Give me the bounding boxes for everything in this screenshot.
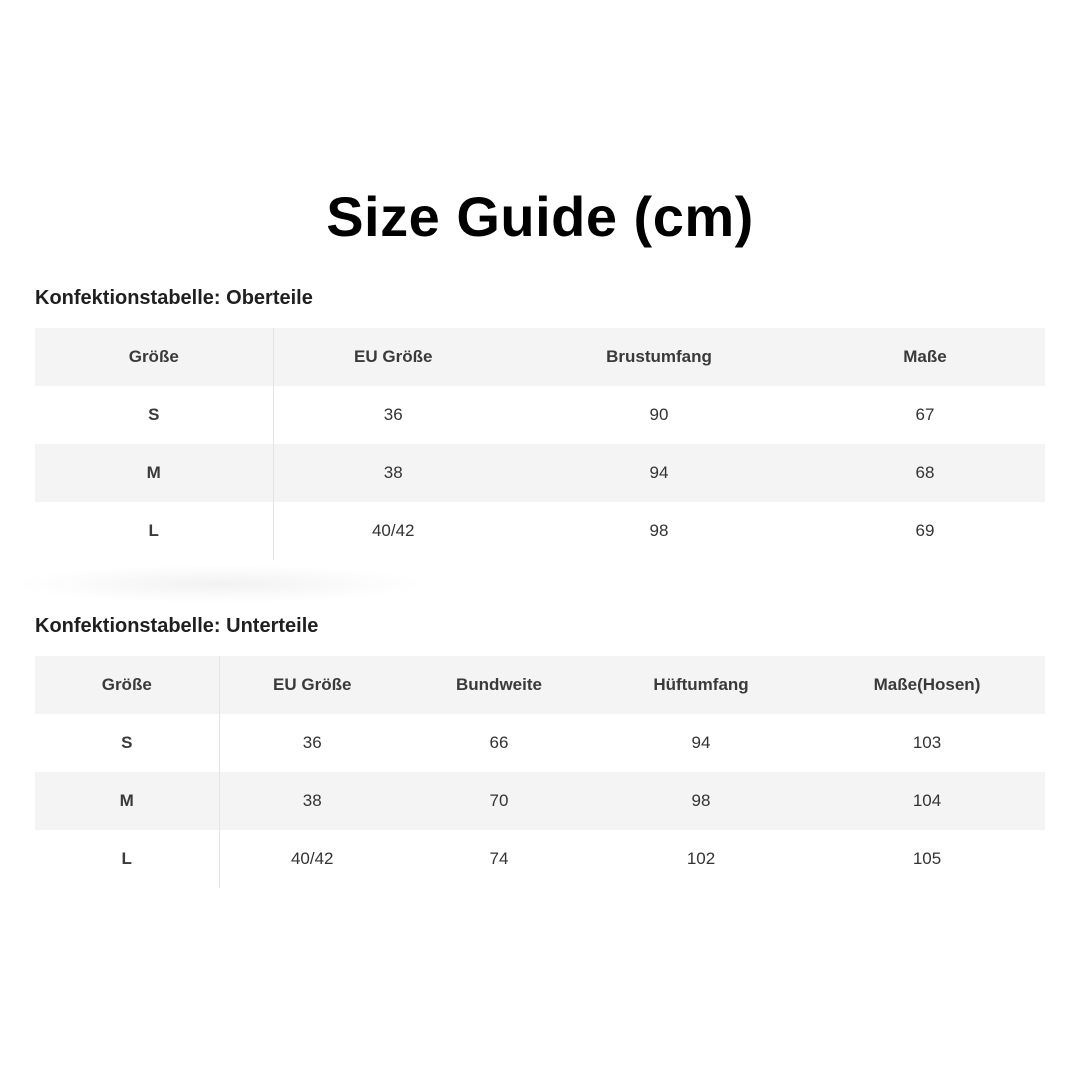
table-cell: 103 [912,733,942,752]
table-cell: 90 [649,405,669,424]
bottoms-section-title: Konfektionstabelle: Unterteile [35,615,319,637]
table-cell: 104 [912,791,942,810]
column-header: EU Größe [273,675,352,694]
table-cell: 40/42 [371,521,415,540]
table-row [35,772,1045,830]
table-cell: 98 [691,791,711,810]
table-row [35,444,1045,502]
table-row [35,714,1045,772]
table-row [35,502,1045,560]
column-header: Größe [35,328,273,386]
column-header: Bundweite [456,675,542,694]
tops-section-title: Konfektionstabelle: Oberteile [35,287,313,309]
table-header-row [35,328,1045,386]
table-cell: 69 [915,521,935,540]
bottoms-size-table [35,656,1046,888]
table-header-row [35,656,1045,714]
table-cell: 66 [489,733,509,752]
column-header: Maße(Hosen) [873,675,981,694]
column-header: Hüftumfang [653,675,749,694]
table-cell: M [35,444,273,502]
table-row [35,386,1045,444]
table-cell: 94 [649,463,669,482]
table-cell: 105 [912,849,942,868]
table-cell: 74 [489,849,509,868]
table-cell: M [35,772,219,830]
column-header: EU Größe [354,347,433,366]
table-cell: 38 [383,463,403,482]
background-smudge [24,566,416,602]
table-cell: 67 [915,405,935,424]
table-cell: 36 [302,733,322,752]
table-cell: L [35,830,219,888]
tops-size-table [35,328,1045,560]
table-cell: 38 [302,791,322,810]
table-cell: 94 [691,733,711,752]
table-cell: S [35,714,219,772]
column-header: Maße [903,347,947,366]
table-cell: S [35,386,273,444]
table-cell: 102 [686,849,716,868]
page-title: Size Guide (cm) [326,185,754,248]
table-cell: L [35,502,273,560]
table-row [35,830,1045,888]
table-cell: 36 [383,405,403,424]
column-header: Brustumfang [606,347,712,366]
column-header: Größe [35,656,219,714]
table-cell: 98 [649,521,669,540]
table-cell: 68 [915,463,935,482]
table-cell: 40/42 [290,849,334,868]
table-cell: 70 [489,791,509,810]
